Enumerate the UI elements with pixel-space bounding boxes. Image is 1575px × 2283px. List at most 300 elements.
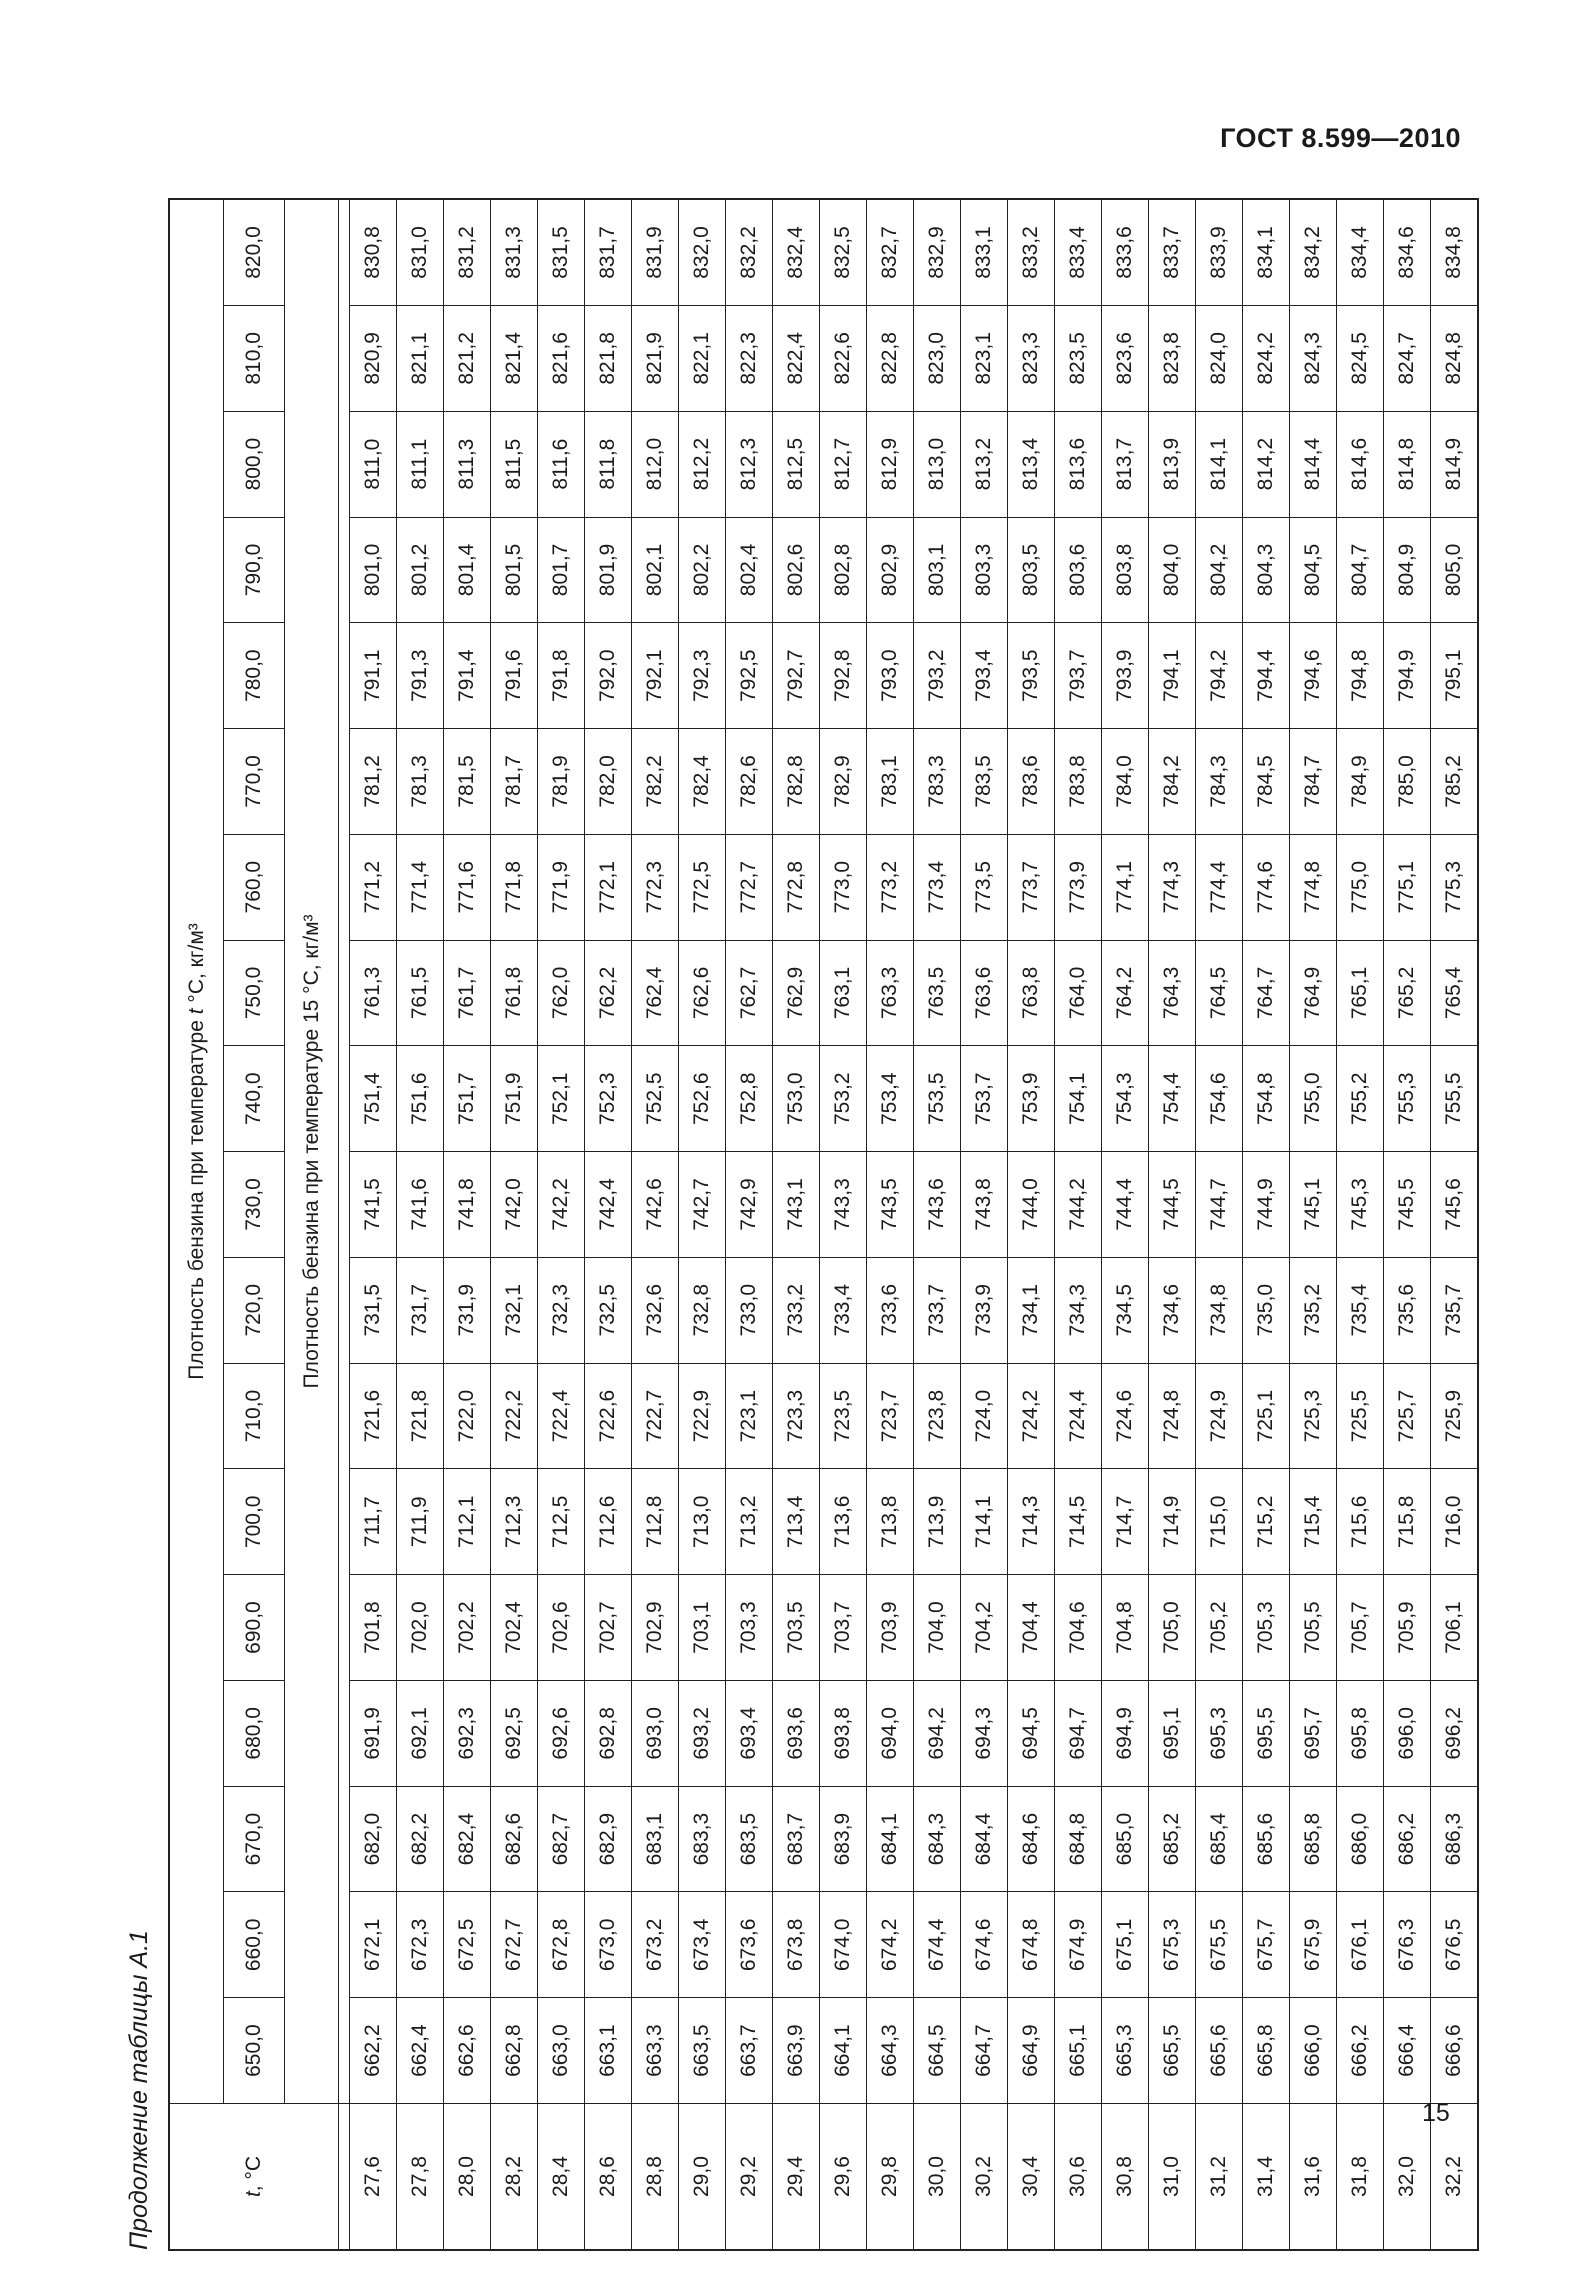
density-cell: 685,4 [1196,1786,1243,1892]
density-cell: 732,3 [538,1257,585,1363]
density-cell: 675,5 [1196,1892,1243,1998]
density-cell: 802,2 [679,517,726,623]
page-number: 15 [1422,2099,1450,2127]
density-cell: 830,8 [350,199,397,305]
density-cell: 735,4 [1337,1257,1384,1363]
density-cell: 793,7 [1055,623,1102,729]
density-cell: 824,7 [1384,305,1431,411]
table-row [1102,199,1149,2249]
density-cell: 812,9 [867,411,914,517]
density-cell: 754,4 [1149,1046,1196,1152]
density-cell: 663,5 [679,1998,726,2104]
density-cell: 761,3 [350,940,397,1046]
temperature-cell: 28,8 [632,2104,679,2250]
density-cell: 753,5 [914,1046,961,1152]
density-cell: 724,2 [1008,1363,1055,1469]
density-cell: 813,6 [1055,411,1102,517]
density-cell: 771,9 [538,834,585,940]
density-cell: 722,4 [538,1363,585,1469]
density-cell: 742,7 [679,1152,726,1258]
density-cell: 744,9 [1243,1152,1290,1258]
density-cell: 722,9 [679,1363,726,1469]
density-cell: 832,7 [867,199,914,305]
density-cell: 704,4 [1008,1575,1055,1681]
density-cell: 725,7 [1384,1363,1431,1469]
top-header-unit: °С, кг/м³ [184,923,208,1003]
density-cell: 802,1 [632,517,679,623]
density-cell: 804,2 [1196,517,1243,623]
density-cell: 812,7 [820,411,867,517]
density-cell: 831,3 [491,199,538,305]
density-cell: 705,5 [1290,1575,1337,1681]
density-cell: 793,0 [867,623,914,729]
density-cell: 793,9 [1102,623,1149,729]
density-cell: 664,5 [914,1998,961,2104]
density-cell: 814,6 [1337,411,1384,517]
density-cell: 753,7 [961,1046,1008,1152]
table-row [585,199,632,2249]
header-row-columns [224,199,285,2249]
column-header-14: 790,0 [224,517,285,623]
density-cell: 822,4 [773,305,820,411]
density-cell: 833,1 [961,199,1008,305]
temperature-cell: 30,2 [961,2104,1008,2250]
density-cell: 782,8 [773,729,820,835]
density-cell: 684,1 [867,1786,914,1892]
column-header-8: 730,0 [224,1152,285,1258]
density-cell: 731,5 [350,1257,397,1363]
density-cell: 733,4 [820,1257,867,1363]
temperature-cell: 28,2 [491,2104,538,2250]
density-cell: 674,4 [914,1892,961,1998]
density-cell: 763,1 [820,940,867,1046]
density-cell: 751,9 [491,1046,538,1152]
density-cell: 686,0 [1337,1786,1384,1892]
density-cell: 663,7 [726,1998,773,2104]
density-cell: 692,5 [491,1680,538,1786]
density-cell: 803,6 [1055,517,1102,623]
t-header-cell [170,2104,339,2250]
density-cell: 784,3 [1196,729,1243,835]
density-cell: 703,3 [726,1575,773,1681]
density-cell: 801,9 [585,517,632,623]
density-cell: 742,6 [632,1152,679,1258]
density-cell: 694,9 [1102,1680,1149,1786]
density-cell: 694,3 [961,1680,1008,1786]
density-cell: 771,4 [397,834,444,940]
temperature-cell: 29,4 [773,2104,820,2250]
density-cell: 745,6 [1431,1152,1478,1258]
density-cell: 752,5 [632,1046,679,1152]
density-cell: 694,5 [1008,1680,1055,1786]
density-cell: 764,5 [1196,940,1243,1046]
density-cell: 775,3 [1431,834,1478,940]
density-cell: 802,4 [726,517,773,623]
column-header-1: 660,0 [224,1892,285,1998]
density-cell: 812,3 [726,411,773,517]
density-cell: 832,2 [726,199,773,305]
density-cell: 693,8 [820,1680,867,1786]
density-cell: 814,9 [1431,411,1478,517]
column-header-17: 820,0 [224,199,285,305]
column-header-7: 720,0 [224,1257,285,1363]
document-id: ГОСТ 8.599—2010 [1220,123,1461,153]
table-row [867,199,914,2249]
density-cell: 753,9 [1008,1046,1055,1152]
density-cell: 775,0 [1337,834,1384,940]
table-row [632,199,679,2249]
density-cell: 725,3 [1290,1363,1337,1469]
density-cell: 691,9 [350,1680,397,1786]
density-cell: 834,4 [1337,199,1384,305]
density-cell: 831,5 [538,199,585,305]
density-cell: 755,2 [1337,1046,1384,1152]
density-cell: 713,8 [867,1469,914,1575]
density-cell: 764,7 [1243,940,1290,1046]
density-cell: 801,7 [538,517,585,623]
density-cell: 685,8 [1290,1786,1337,1892]
density-cell: 782,9 [820,729,867,835]
density-cell: 714,5 [1055,1469,1102,1575]
density-cell: 824,0 [1196,305,1243,411]
density-cell: 784,9 [1337,729,1384,835]
density-cell: 781,2 [350,729,397,835]
density-cell: 743,3 [820,1152,867,1258]
density-cell: 802,9 [867,517,914,623]
density-cell: 664,7 [961,1998,1008,2104]
density-cell: 804,3 [1243,517,1290,623]
table-row [1431,199,1478,2249]
density-cell: 731,9 [444,1257,491,1363]
density-cell: 713,6 [820,1469,867,1575]
density-cell: 683,5 [726,1786,773,1892]
table-row [1008,199,1055,2249]
density-cell: 761,5 [397,940,444,1046]
sub-header-cell: Плотность бензина при температуре 15 °С, кг/м³ [285,199,339,2103]
density-cell: 683,9 [820,1786,867,1892]
density-cell: 715,4 [1290,1469,1337,1575]
density-cell: 832,0 [679,199,726,305]
density-cell: 781,3 [397,729,444,835]
density-cell: 703,9 [867,1575,914,1681]
density-cell: 793,4 [961,623,1008,729]
density-cell: 824,8 [1431,305,1478,411]
density-cell: 682,7 [538,1786,585,1892]
density-cell: 664,3 [867,1998,914,2104]
density-cell: 784,5 [1243,729,1290,835]
density-cell: 784,0 [1102,729,1149,835]
density-cell: 685,6 [1243,1786,1290,1892]
density-cell: 784,2 [1149,729,1196,835]
density-cell: 675,3 [1149,1892,1196,1998]
density-cell: 803,1 [914,517,961,623]
density-cell: 722,0 [444,1363,491,1469]
density-cell: 834,1 [1243,199,1290,305]
density-cell: 742,0 [491,1152,538,1258]
density-cell: 666,2 [1337,1998,1384,2104]
density-cell: 705,0 [1149,1575,1196,1681]
density-cell: 751,7 [444,1046,491,1152]
density-cell: 725,9 [1431,1363,1478,1469]
density-cell: 734,8 [1196,1257,1243,1363]
density-cell: 683,1 [632,1786,679,1892]
temperature-cell: 29,2 [726,2104,773,2250]
density-cell: 693,4 [726,1680,773,1786]
density-cell: 722,6 [585,1363,632,1469]
density-cell: 713,0 [679,1469,726,1575]
density-cell: 723,1 [726,1363,773,1469]
density-cell: 693,2 [679,1680,726,1786]
density-cell: 693,6 [773,1680,820,1786]
density-cell: 821,8 [585,305,632,411]
density-cell: 742,4 [585,1152,632,1258]
density-cell: 791,1 [350,623,397,729]
density-cell: 755,3 [1384,1046,1431,1152]
density-cell: 704,0 [914,1575,961,1681]
density-cell: 833,6 [1102,199,1149,305]
temperature-cell: 32,2 [1431,2104,1478,2250]
table-row [1337,199,1384,2249]
density-cell: 686,2 [1384,1786,1431,1892]
density-cell: 733,7 [914,1257,961,1363]
density-cell: 773,2 [867,834,914,940]
density-cell: 821,6 [538,305,585,411]
density-cell: 673,2 [632,1892,679,1998]
density-cell: 792,8 [820,623,867,729]
density-cell: 664,1 [820,1998,867,2104]
density-cell: 713,4 [773,1469,820,1575]
temperature-cell: 28,0 [444,2104,491,2250]
density-cell: 762,9 [773,940,820,1046]
density-cell: 783,6 [1008,729,1055,835]
density-cell: 682,6 [491,1786,538,1892]
density-cell: 692,3 [444,1680,491,1786]
density-cell: 794,4 [1243,623,1290,729]
density-cell: 813,0 [914,411,961,517]
density-cell: 724,9 [1196,1363,1243,1469]
density-cell: 803,5 [1008,517,1055,623]
density-cell: 812,5 [773,411,820,517]
density-cell: 772,1 [585,834,632,940]
density-cell: 735,2 [1290,1257,1337,1363]
density-cell: 761,7 [444,940,491,1046]
density-cell: 823,3 [1008,305,1055,411]
density-cell: 734,3 [1055,1257,1102,1363]
density-cell: 811,1 [397,411,444,517]
density-cell: 676,5 [1431,1892,1478,1998]
temperature-cell: 27,8 [397,2104,444,2250]
density-cell: 723,7 [867,1363,914,1469]
density-cell: 741,8 [444,1152,491,1258]
density-cell: 794,6 [1290,623,1337,729]
table-row [961,199,1008,2249]
density-cell: 685,0 [1102,1786,1149,1892]
density-cell: 705,2 [1196,1575,1243,1681]
density-cell: 763,5 [914,940,961,1046]
density-cell: 765,2 [1384,940,1431,1046]
density-cell: 833,9 [1196,199,1243,305]
temperature-cell: 29,8 [867,2104,914,2250]
header-row-sub [285,199,339,2249]
temperature-cell: 31,8 [1337,2104,1384,2250]
density-cell: 811,5 [491,411,538,517]
density-cell: 834,6 [1384,199,1431,305]
density-cell: 811,8 [585,411,632,517]
density-cell: 663,1 [585,1998,632,2104]
density-cell: 723,5 [820,1363,867,1469]
density-cell: 692,1 [397,1680,444,1786]
density-cell: 684,3 [914,1786,961,1892]
density-cell: 704,2 [961,1575,1008,1681]
density-cell: 674,8 [1008,1892,1055,1998]
density-cell: 666,0 [1290,1998,1337,2104]
table-row [397,199,444,2249]
density-cell: 702,9 [632,1575,679,1681]
density-cell: 712,5 [538,1469,585,1575]
header-row-top [170,199,224,2249]
density-cell: 781,7 [491,729,538,835]
density-cell: 733,0 [726,1257,773,1363]
table-row [538,199,585,2249]
density-cell: 821,4 [491,305,538,411]
top-header-text: Плотность бензина при температуре [184,1020,208,1380]
density-cell: 724,6 [1102,1363,1149,1469]
density-cell: 714,9 [1149,1469,1196,1575]
density-cell: 802,6 [773,517,820,623]
density-cell: 663,3 [632,1998,679,2104]
density-cell: 672,1 [350,1892,397,1998]
density-cell: 783,8 [1055,729,1102,835]
density-cell: 706,1 [1431,1575,1478,1681]
density-cell: 743,5 [867,1152,914,1258]
density-cell: 764,2 [1102,940,1149,1046]
density-cell: 734,1 [1008,1257,1055,1363]
table-row [1149,199,1196,2249]
density-cell: 715,8 [1384,1469,1431,1575]
density-cell: 773,0 [820,834,867,940]
density-cell: 793,2 [914,623,961,729]
density-cell: 773,9 [1055,834,1102,940]
density-cell: 821,1 [397,305,444,411]
density-cell: 714,3 [1008,1469,1055,1575]
density-cell: 802,8 [820,517,867,623]
density-cell: 792,3 [679,623,726,729]
density-cell: 744,7 [1196,1152,1243,1258]
density-cell: 754,6 [1196,1046,1243,1152]
density-cell: 753,2 [820,1046,867,1152]
density-cell: 795,1 [1431,623,1478,729]
density-cell: 686,3 [1431,1786,1478,1892]
density-cell: 782,4 [679,729,726,835]
column-header-5: 700,0 [224,1469,285,1575]
density-cell: 794,9 [1384,623,1431,729]
t-header-unit: , °С [242,2155,265,2192]
density-cell: 831,9 [632,199,679,305]
density-cell: 772,8 [773,834,820,940]
column-header-15: 800,0 [224,411,285,517]
density-cell: 674,0 [820,1892,867,1998]
density-cell: 744,5 [1149,1152,1196,1258]
density-cell: 705,7 [1337,1575,1384,1681]
density-cell: 771,6 [444,834,491,940]
column-header-3: 680,0 [224,1680,285,1786]
density-cell: 831,2 [444,199,491,305]
density-cell: 764,9 [1290,940,1337,1046]
density-cell: 781,9 [538,729,585,835]
temperature-cell: 31,4 [1243,2104,1290,2250]
density-cell: 801,5 [491,517,538,623]
density-cell: 683,3 [679,1786,726,1892]
density-cell: 744,4 [1102,1152,1149,1258]
density-cell: 803,3 [961,517,1008,623]
table-row [491,199,538,2249]
density-cell: 743,6 [914,1152,961,1258]
density-cell: 752,8 [726,1046,773,1152]
rotated-table-frame [111,200,1465,2250]
density-cell: 794,8 [1337,623,1384,729]
density-cell: 701,8 [350,1575,397,1681]
density-cell: 752,3 [585,1046,632,1152]
density-cell: 801,4 [444,517,491,623]
temperature-cell: 28,6 [585,2104,632,2250]
density-cell: 772,7 [726,834,773,940]
density-cell: 813,4 [1008,411,1055,517]
density-cell: 804,9 [1384,517,1431,623]
table-row [444,199,491,2249]
density-cell: 712,3 [491,1469,538,1575]
density-cell: 733,6 [867,1257,914,1363]
density-cell: 823,1 [961,305,1008,411]
density-cell: 824,2 [1243,305,1290,411]
density-cell: 685,2 [1149,1786,1196,1892]
density-cell: 674,9 [1055,1892,1102,1998]
density-cell: 682,0 [350,1786,397,1892]
density-cell: 723,3 [773,1363,820,1469]
column-header-4: 690,0 [224,1575,285,1681]
top-header-cell [170,199,224,2103]
density-cell: 804,5 [1290,517,1337,623]
density-cell: 712,1 [444,1469,491,1575]
density-cell: 813,7 [1102,411,1149,517]
density-cell: 665,3 [1102,1998,1149,2104]
density-cell: 782,6 [726,729,773,835]
density-cell: 722,2 [491,1363,538,1469]
density-cell: 791,3 [397,623,444,729]
density-cell: 665,1 [1055,1998,1102,2104]
temperature-cell: 31,0 [1149,2104,1196,2250]
density-cell: 834,2 [1290,199,1337,305]
density-cell: 694,0 [867,1680,914,1786]
density-cell: 774,4 [1196,834,1243,940]
density-cell: 794,1 [1149,623,1196,729]
density-cell: 791,6 [491,623,538,729]
column-header-9: 740,0 [224,1046,285,1152]
density-cell: 745,5 [1384,1152,1431,1258]
table-row [773,199,820,2249]
density-cell: 782,0 [585,729,632,835]
density-cell: 674,6 [961,1892,1008,1998]
density-cell: 666,4 [1384,1998,1431,2104]
density-cell: 754,3 [1102,1046,1149,1152]
temperature-cell: 28,4 [538,2104,585,2250]
density-cell: 694,2 [914,1680,961,1786]
t-header-var: t [242,2191,265,2198]
density-cell: 715,6 [1337,1469,1384,1575]
density-cell: 663,9 [773,1998,820,2104]
density-cell: 684,8 [1055,1786,1102,1892]
density-cell: 663,0 [538,1998,585,2104]
density-cell: 665,5 [1149,1998,1196,2104]
